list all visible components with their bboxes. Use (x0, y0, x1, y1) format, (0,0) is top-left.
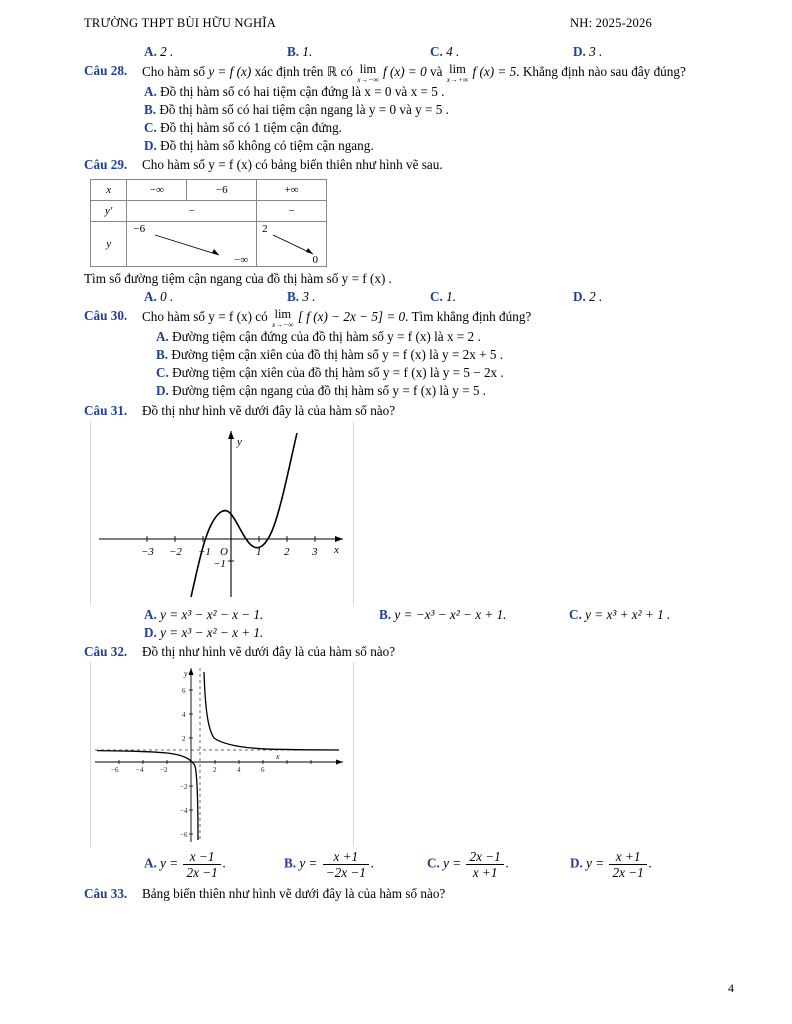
question-32 (84, 644, 734, 660)
question-29 (84, 157, 734, 173)
q32-option-d-denominator: 2x −1 (612, 864, 644, 880)
option-c (430, 44, 573, 60)
q28-limit-1-value: f (x) = 0 (383, 64, 427, 80)
q32-option-d-label: D. (570, 855, 583, 871)
q28-option-a-label: A. (144, 84, 157, 100)
q30-option-c-text: Đường tiệm cận xiên của đồ thị hàm số y = f (x) là y = 5 − 2x . (172, 365, 504, 381)
svg-text:6: 6 (182, 686, 186, 695)
q28-option-c-text: Đồ thị hàm số có 1 tiệm cận đứng. (160, 119, 342, 135)
question-31-options-row1 (84, 607, 734, 623)
svg-text:1: 1 (256, 545, 262, 558)
question-30-label: Câu 30. (84, 308, 128, 324)
question-33 (84, 886, 734, 902)
q30-option-c-label: C. (156, 365, 169, 381)
q31-option-d-text: y = x³ − x² − x + 1. (160, 624, 264, 640)
q32-option-c-fraction (466, 849, 503, 880)
q32-option-b-fraction (323, 849, 369, 880)
question-29-stem: Cho hàm số y = f (x) có bảng biến thiên như hình vẽ sau. (142, 157, 443, 173)
school-name: TRƯỜNG THPT BÙI HỮU NGHĨA (84, 16, 276, 30)
svg-text:3: 3 (312, 545, 318, 558)
bbt-yprime-label: y′ (105, 205, 113, 218)
question-32-stem: Đồ thị như hình vẽ dưới đây là của hàm số nào? (142, 643, 396, 659)
option-d (573, 44, 716, 60)
q30-option-b-label: B. (156, 347, 169, 363)
q28-stem-and: và (429, 64, 443, 80)
q32-option-c-label: C. (427, 855, 440, 871)
q32-option-b-label: B. (284, 855, 297, 871)
q30-option-a (156, 328, 734, 346)
svg-text:6: 6 (261, 765, 265, 774)
bbt-branch-2 (257, 222, 327, 267)
svg-text:O: O (220, 545, 228, 558)
q29-option-a (144, 289, 287, 305)
question-29-options (84, 289, 734, 305)
q29-option-b-label: B. (287, 289, 300, 305)
q32-option-c: C. y = $\frac{2x -1}{x +1}$ . (427, 848, 510, 880)
q31-option-b-label: B. (379, 606, 392, 622)
q28-function: y = f (x) (208, 64, 252, 80)
q29-option-d (573, 289, 716, 305)
q29-option-a-label: A. (144, 289, 157, 305)
bbt-y-val-3: 2 (262, 223, 268, 236)
option-c-label: C. (430, 44, 443, 59)
svg-text:−2: −2 (160, 765, 168, 774)
q28-option-b (144, 101, 734, 119)
question-29-label: Câu 29. (84, 157, 128, 173)
question-33-label: Câu 33. (84, 886, 128, 902)
q30-limit-value: [ f (x) − 2x − 5] = 0 (297, 309, 406, 325)
svg-text:−2: −2 (169, 545, 182, 558)
question-32-label: Câu 32. (84, 643, 128, 659)
q28-stem-pre: Cho hàm số (142, 64, 206, 80)
question-28-options (84, 83, 734, 154)
bbt-y-val-2: −∞ (234, 254, 249, 267)
question-28-stem (142, 63, 734, 83)
svg-text:4: 4 (182, 710, 186, 719)
q28-option-d (144, 137, 734, 155)
q28-option-c (144, 119, 734, 137)
question-31 (84, 403, 734, 419)
q28-option-b-text: Đồ thị hàm số có hai tiệm cận ngang là y = 0 và y = 5 . (159, 101, 449, 117)
question-28 (84, 63, 734, 83)
svg-text:2: 2 (182, 734, 186, 743)
bbt-arrow-1 (127, 222, 256, 266)
option-b (287, 44, 430, 60)
q30-option-d-text: Đường tiệm cận ngang của đồ thị hàm số y = f (x) là y = 5 . (172, 382, 487, 398)
q32-option-c-numerator: 2x −1 (466, 849, 503, 865)
q28-limit-2-sub: x→+∞ (446, 74, 469, 84)
svg-text:y: y (237, 435, 242, 448)
q28-limit-2-op: lim (449, 62, 466, 76)
q30-option-b-text: Đường tiệm cận xiên của đồ thị hàm số y = f (x) là y = 2x + 5 . (171, 347, 504, 363)
svg-text:−1: −1 (213, 557, 226, 570)
q32-option-d-numerator: x +1 (609, 849, 646, 865)
question-30-stem (142, 308, 734, 328)
q28-limit-2 (447, 63, 469, 83)
options-row-previous (84, 44, 734, 60)
q30-option-a-text: Đường tiệm cận đứng của đồ thị hàm số y = f (x) là x = 2 . (172, 329, 481, 345)
q32-option-d: D. y = $\frac{x +1}{2x -1}$ . (570, 848, 653, 880)
q29-option-c (430, 289, 573, 305)
q29-option-c-label: C. (430, 289, 443, 305)
q28-stem-mid: xác định trên ℝ có (254, 64, 353, 80)
q31-option-a-label: A. (144, 606, 157, 622)
question-30-options (84, 328, 734, 399)
q28-limit-1-sub: x→−∞ (357, 74, 379, 84)
svg-text:2: 2 (213, 765, 217, 774)
option-a-label: A. (144, 44, 157, 59)
question-30 (84, 308, 734, 328)
question-33-stem: Bảng biến thiên như hình vẽ dưới đây là của hàm số nào? (142, 886, 446, 902)
q31-option-a-text: y = x³ − x² − x − 1. (160, 606, 264, 622)
q32-option-c-denominator: x +1 (472, 864, 498, 880)
svg-text:y: y (184, 668, 188, 678)
q30-option-d (156, 382, 734, 400)
option-c-text: 4 . (446, 44, 460, 59)
bbt-y-val-1: −6 (133, 223, 146, 236)
q30-option-c (156, 364, 734, 382)
question-31-stem: Đồ thị như hình vẽ dưới đây là của hàm số nào? (142, 402, 396, 418)
q31-option-d (144, 625, 263, 641)
variation-table-row-yprime (91, 201, 327, 222)
q31-option-d-label: D. (144, 624, 157, 640)
question-32-options (84, 849, 734, 880)
bbt-x-val-2: −6 (215, 184, 228, 197)
bbt-y-label: y (106, 238, 112, 251)
q31-option-c-text: y = x³ + x² + 1 . (585, 606, 671, 622)
question-31-label: Câu 31. (84, 402, 128, 418)
q30-limit-op: lim (274, 307, 292, 322)
page-number: 4 (728, 981, 734, 995)
svg-text:−4: −4 (136, 765, 144, 774)
q28-option-a-text: Đồ thị hàm số có hai tiệm cận đứng là x = 0 và x = 5 . (160, 84, 445, 100)
q30-stem-pre: Cho hàm số y = f (x) có (142, 309, 268, 325)
option-b-text: 1. (302, 44, 313, 59)
variation-table-row-x (91, 180, 327, 201)
bbt-x-label: x (106, 184, 112, 197)
q28-limit-2-value: f (x) = 5 (472, 64, 517, 80)
bbt-arrow-2 (257, 222, 326, 266)
option-d-label: D. (573, 44, 586, 59)
school-year: NH: 2025-2026 (569, 16, 652, 30)
q32-option-b-numerator: x +1 (323, 849, 369, 865)
option-b-label: B. (287, 44, 300, 59)
q31-option-b-text: y = −x³ − x² − x + 1. (394, 606, 507, 622)
q29-option-d-text: 2 . (589, 289, 603, 305)
graph-cubic-svg (91, 421, 353, 605)
bbt-sign-2: − (288, 205, 295, 218)
q32-option-a-label: A. (144, 855, 157, 871)
q31-option-a (144, 607, 379, 623)
q30-option-a-label: A. (156, 329, 169, 345)
q30-stem-post: . Tìm khẳng định đúng? (405, 309, 532, 325)
variation-table-q29 (90, 179, 327, 267)
q28-limit-1-op: lim (359, 62, 377, 76)
q28-option-a (144, 83, 734, 101)
q32-option-b-denominator: −2x −1 (325, 864, 366, 880)
svg-text:−6: −6 (180, 830, 188, 839)
q31-option-c-label: C. (569, 606, 582, 622)
svg-text:−4: −4 (180, 806, 188, 815)
question-29-after-table: Tìm số đường tiệm cận ngang của đồ thị hàm số y = f (x) . (84, 271, 392, 287)
svg-text:−6: −6 (111, 765, 119, 774)
bbt-branch-1 (127, 222, 257, 267)
graph-hyperbola (90, 662, 354, 847)
bbt-x-val-3: +∞ (284, 184, 299, 197)
q30-option-d-label: D. (156, 382, 169, 398)
graph-cubic (90, 421, 354, 605)
q32-option-a-denominator: 2x −1 (186, 864, 218, 880)
q32-option-a-fraction (183, 849, 220, 880)
svg-text:−3: −3 (141, 545, 154, 558)
graph-hyperbola-svg (91, 662, 353, 847)
svg-text:x: x (276, 751, 280, 761)
q32-option-d-fraction (609, 849, 646, 880)
svg-text:4: 4 (237, 765, 241, 774)
svg-text:−1: −1 (198, 545, 211, 558)
q30-limit (272, 308, 294, 328)
page-header (84, 16, 732, 31)
question-31-options-row2 (84, 625, 734, 641)
q29-option-a-text: 0 . (160, 289, 174, 305)
q32-option-a-numerator: x −1 (183, 849, 220, 865)
q30-option-b (156, 346, 734, 364)
q29-option-c-text: 1. (446, 289, 457, 305)
page-content (84, 42, 734, 902)
q28-option-d-label: D. (144, 137, 157, 153)
bbt-x-val-1: −∞ (149, 184, 164, 197)
option-d-text: 3 . (589, 44, 603, 59)
option-a (144, 44, 287, 60)
q28-stem-post: . Khẳng định nào sau đây đúng? (516, 64, 686, 80)
q28-option-c-label: C. (144, 119, 157, 135)
q30-limit-sub: x→−∞ (272, 319, 294, 329)
q28-option-b-label: B. (144, 101, 157, 117)
q29-option-b-text: 3 . (302, 289, 316, 305)
bbt-sign-1: − (188, 205, 195, 218)
q32-option-b: B. y = $\frac{x +1}{-2x -1}$ . (284, 848, 375, 880)
q29-option-b (287, 289, 430, 305)
svg-text:−2: −2 (180, 782, 188, 791)
bbt-y-val-4: 0 (312, 254, 318, 267)
svg-text:2: 2 (284, 545, 290, 558)
question-28-label: Câu 28. (84, 63, 128, 78)
q28-option-d-text: Đồ thị hàm số không có tiệm cận ngang. (160, 137, 374, 153)
q28-limit-1 (357, 63, 379, 83)
variation-table-row-y (91, 222, 327, 267)
q32-option-a: A. y = $\frac{x -1}{2x -1}$ . (144, 848, 227, 880)
q29-option-d-label: D. (573, 289, 586, 305)
q31-option-b (379, 607, 569, 623)
q31-option-c (569, 607, 670, 623)
svg-text:x: x (334, 543, 339, 556)
option-a-text: 2 . (160, 44, 174, 59)
